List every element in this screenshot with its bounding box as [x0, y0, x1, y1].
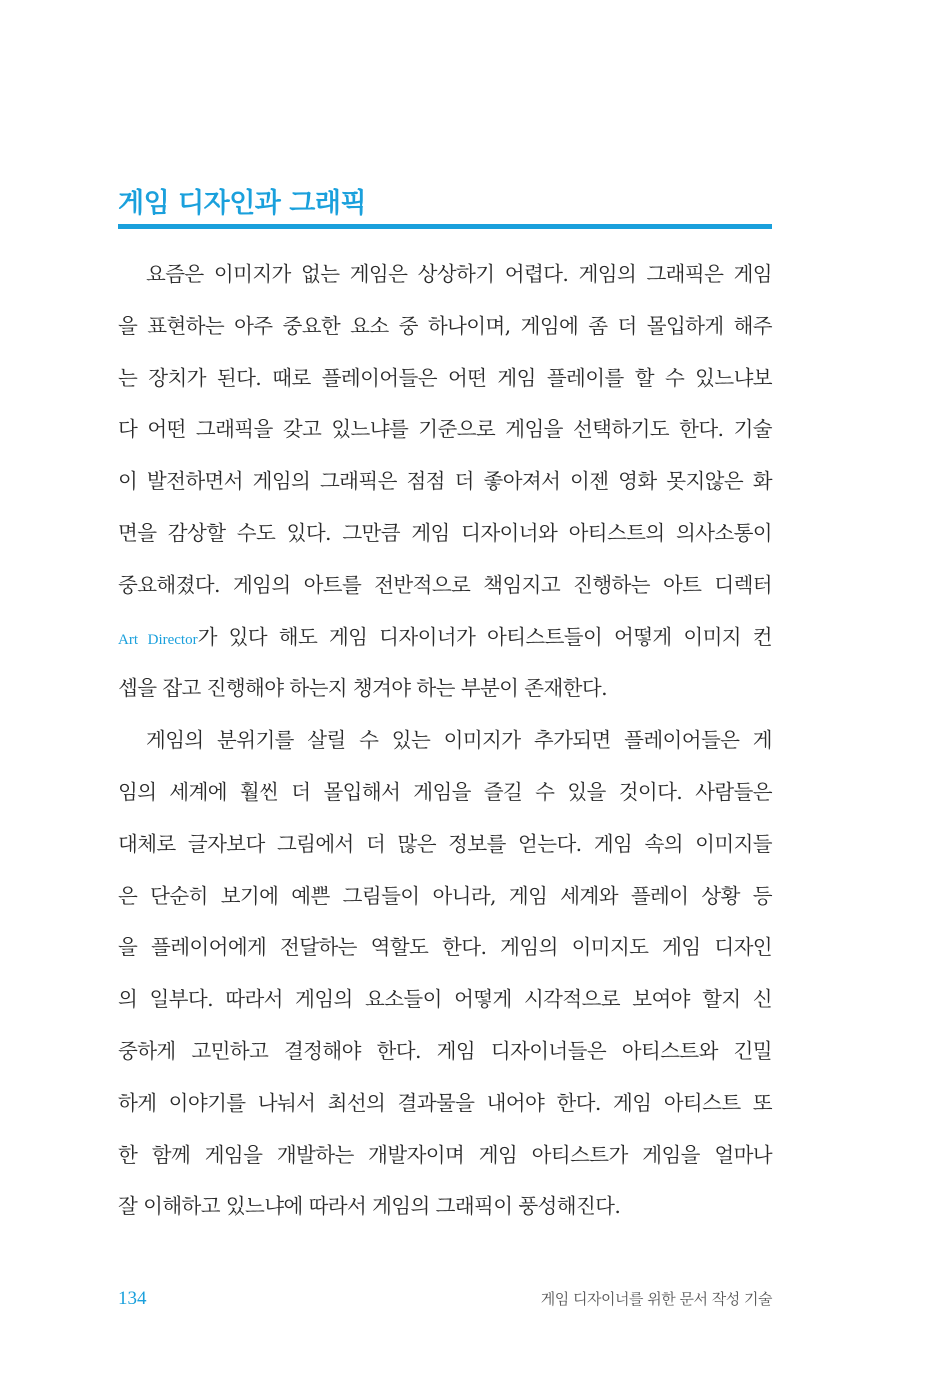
paragraph-line: 을 플레이어에게 전달하는 역할도 한다. 게임의 이미지도 게임 디자인	[118, 935, 772, 960]
paragraph-2	[118, 719, 772, 1237]
paragraph-line: 하게 이야기를 나눠서 최선의 결과물을 내어야 한다. 게임 아티스트 또	[118, 1090, 772, 1115]
title-underline	[118, 224, 772, 229]
gloss-line-text: 가 있다 해도 게임 디자이너가 아티스트들이 어떻게 이미지 컨	[197, 624, 772, 649]
paragraph-line: 다 어떤 그래픽을 갖고 있느냐를 기준으로 게임을 선택하기도 한다. 기술	[118, 417, 772, 442]
paragraph-line: 잘 이해하고 있느냐에 따라서 게임의 그래픽이 풍성해진다.	[118, 1194, 621, 1219]
paragraph-line: 임의 세계에 훨씬 더 몰입해서 게임을 즐길 수 있을 것이다. 사람들은	[118, 779, 772, 804]
paragraph-line: 면을 감상할 수도 있다. 그만큼 게임 디자이너와 아티스트의 의사소통이	[118, 520, 772, 545]
art-director-gloss: Art Director	[118, 631, 198, 648]
paragraph-line: 게임의 분위기를 살릴 수 있는 이미지가 추가되면 플레이어들은 게	[146, 728, 772, 753]
paragraph-line: 대체로 글자보다 그림에서 더 많은 정보를 얻는다. 게임 속의 이미지들	[118, 831, 772, 856]
paragraph-1	[118, 253, 772, 719]
paragraph-line: 중하게 고민하고 결정해야 한다. 게임 디자이너들은 아티스트와 긴밀	[118, 1038, 772, 1063]
paragraph-line: 한 함께 게임을 개발하는 개발자이며 게임 아티스트가 게임을 얼마나	[118, 1142, 772, 1167]
paragraph-line: 이 발전하면서 게임의 그래픽은 점점 더 좋아져서 이젠 영화 못지않은 화	[118, 469, 772, 494]
paragraph-line: 중요해졌다. 게임의 아트를 전반적으로 책임지고 진행하는 아트 디렉터	[118, 572, 772, 597]
paragraph-line-with-gloss	[118, 616, 772, 668]
body-text	[118, 253, 772, 1237]
running-footer-book-title: 게임 디자이너를 위한 문서 작성 기술	[540, 1290, 772, 1308]
section-title: 게임 디자인과 그래픽	[118, 188, 367, 219]
page-number: 134	[118, 1288, 147, 1309]
paragraph-line: 셉을 잡고 진행해야 하는지 챙겨야 하는 부분이 존재한다.	[118, 676, 607, 701]
paragraph-line: 는 장치가 된다. 때로 플레이어들은 어떤 게임 플레이를 할 수 있느냐보	[118, 365, 772, 390]
paragraph-line: 은 단순히 보기에 예쁜 그림들이 아니라, 게임 세계와 플레이 상황 등	[118, 883, 772, 908]
paragraph-line: 요즘은 이미지가 없는 게임은 상상하기 어렵다. 게임의 그래픽은 게임	[146, 262, 772, 286]
paragraph-line: 을 표현하는 아주 중요한 요소 중 하나이며, 게임에 좀 더 몰입하게 해주	[118, 313, 772, 338]
paragraph-line: 의 일부다. 따라서 게임의 요소들이 어떻게 시각적으로 보여야 할지 신	[118, 987, 772, 1012]
